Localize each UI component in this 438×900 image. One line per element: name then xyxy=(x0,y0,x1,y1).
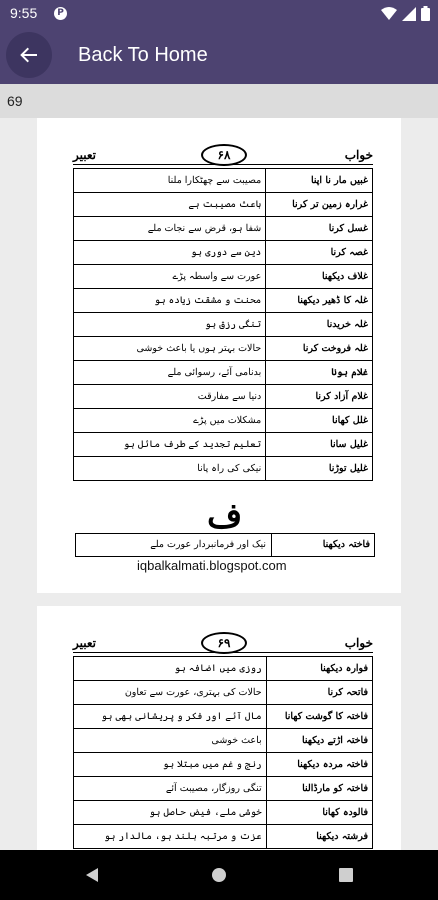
nav-home-button[interactable] xyxy=(209,865,229,885)
dream-word: فاختہ مردہ دیکھنا xyxy=(266,753,372,777)
table-row xyxy=(74,361,373,385)
clock: 9:55 xyxy=(10,5,38,21)
dream-word: فاختہ دیکھنا xyxy=(322,539,370,550)
dream-meaning: تنگی رزق ہو xyxy=(74,313,266,337)
system-nav-bar xyxy=(0,850,438,900)
table-row xyxy=(74,409,373,433)
dream-word: غلاف دیکھنا xyxy=(266,265,373,289)
table-row xyxy=(74,777,373,801)
table-row xyxy=(74,313,373,337)
table-row xyxy=(74,169,373,193)
nav-back-button[interactable] xyxy=(82,865,102,885)
dream-word: غبیں مار نا اپنا xyxy=(266,169,373,193)
app-bar xyxy=(0,28,438,84)
dream-meaning: نیک اور فرمانبردار عورت ملے xyxy=(150,539,266,550)
table-row xyxy=(74,433,373,457)
dream-word: فاختہ کا گوشت کھانا xyxy=(266,705,372,729)
back-button[interactable] xyxy=(6,32,52,78)
dream-meaning: عزت و مرتبہ بلند ہو، مالدار ہو xyxy=(74,825,267,849)
dream-table xyxy=(73,656,373,849)
triangle-back-icon xyxy=(85,867,99,883)
page-indicator-bar xyxy=(0,84,438,119)
dream-meaning: عورت سے واسطہ پڑے xyxy=(74,265,266,289)
table-row xyxy=(74,681,373,705)
dream-word: فالودہ کھانا xyxy=(266,801,372,825)
header-tabeer: تعبیر xyxy=(73,148,96,162)
wifi-icon xyxy=(381,7,397,21)
dream-meaning: باعث خوشی xyxy=(74,729,267,753)
table-row xyxy=(74,217,373,241)
dream-word: غلام ہونا xyxy=(266,361,373,385)
page-number: 69 xyxy=(7,93,23,109)
table-row xyxy=(74,801,373,825)
table-row xyxy=(74,825,373,849)
table-row xyxy=(74,729,373,753)
dream-word: فرشتہ دیکھنا xyxy=(266,825,372,849)
dream-word: غلہ کا ڈھیر دیکھنا xyxy=(266,289,373,313)
page-number-oval: ۶۹ xyxy=(201,632,247,654)
dream-meaning: بدنامی آئے، رسوائی ملے xyxy=(74,361,266,385)
battery-icon xyxy=(421,6,430,21)
dream-table xyxy=(73,168,373,481)
dream-meaning: خوشی ملے، فیض حاصل ہو xyxy=(74,801,267,825)
dream-meaning: مصیبت سے چھٹکارا ملنا xyxy=(74,169,266,193)
dream-meaning: دنیا سے مفارقت xyxy=(74,385,266,409)
status-bar xyxy=(0,0,438,28)
dream-word: غلہ فروخت کرنا xyxy=(266,337,373,361)
dream-word: فاتحہ کرنا xyxy=(266,681,372,705)
circle-home-icon xyxy=(211,867,227,883)
table-row xyxy=(74,385,373,409)
table-row xyxy=(74,289,373,313)
dream-meaning: مال آئے اور فکر و پریشانی بھی ہو xyxy=(74,705,267,729)
dream-word: غلیل توڑنا xyxy=(266,457,373,481)
dream-meaning: نیکی کی راہ پانا xyxy=(74,457,266,481)
dream-word: غرارہ زمین تر کرنا xyxy=(266,193,373,217)
header-rule xyxy=(73,652,373,653)
cell-divider xyxy=(271,534,272,556)
dream-meaning: مشکلات میں پڑے xyxy=(74,409,266,433)
dream-word: فاختہ کو مارڈالنا xyxy=(266,777,372,801)
dream-meaning: محنت و مشقت زیادہ ہو xyxy=(74,289,266,313)
dream-meaning: شفا ہو، قرض سے نجات ملے xyxy=(74,217,266,241)
table-row xyxy=(74,753,373,777)
page-number-oval: ۶۸ xyxy=(201,144,247,166)
nav-recents-button[interactable] xyxy=(336,865,356,885)
header-khwab: خواب xyxy=(344,636,373,650)
header-khwab: خواب xyxy=(344,148,373,162)
cell-signal-icon xyxy=(402,7,416,21)
page-title: Back To Home xyxy=(78,44,208,66)
dream-word: غلل کھانا xyxy=(266,409,373,433)
dream-word: غسل کرنا xyxy=(266,217,373,241)
dream-word: فاختہ اڑتے دیکھنا xyxy=(266,729,372,753)
arrow-back-icon xyxy=(19,45,39,65)
header-tabeer: تعبیر xyxy=(73,636,96,650)
dream-word: غصہ کرنا xyxy=(266,241,373,265)
table-row xyxy=(74,337,373,361)
dream-word: غلیل سانا xyxy=(266,433,373,457)
dream-word: فوارہ دیکھنا xyxy=(266,657,372,681)
table-row xyxy=(74,705,373,729)
notification-p-icon: P xyxy=(54,7,67,20)
dream-meaning: حالات بہتر ہوں یا باعث خوشی xyxy=(74,337,266,361)
dream-meaning: باعث مصیبت ہے xyxy=(74,193,266,217)
pdf-page xyxy=(37,118,401,593)
dream-meaning: روزی میں اضافہ ہو xyxy=(74,657,267,681)
watermark-url: iqbalkalmati.blogspot.com xyxy=(137,558,287,573)
dream-meaning: تنگی روزگار، مصیبت آئے xyxy=(74,777,267,801)
status-icons xyxy=(381,6,430,21)
dream-meaning: دین سے دوری ہو xyxy=(74,241,266,265)
table-row xyxy=(74,657,373,681)
table-row xyxy=(75,533,375,557)
pdf-viewer[interactable] xyxy=(0,118,438,850)
dream-meaning: حالات کی بہتری، عورت سے تعاون xyxy=(74,681,267,705)
table-row xyxy=(74,457,373,481)
table-row xyxy=(74,241,373,265)
dream-meaning: رنج و غم میں مبتلا ہو xyxy=(74,753,267,777)
header-rule xyxy=(73,164,373,165)
dream-word: غلام آزاد کرنا xyxy=(266,385,373,409)
pdf-page xyxy=(37,606,401,850)
table-row xyxy=(74,265,373,289)
section-letter: ف xyxy=(207,496,243,536)
table-row xyxy=(74,193,373,217)
square-recents-icon xyxy=(339,868,353,882)
dream-word: غلہ خریدنا xyxy=(266,313,373,337)
dream-meaning: تعلیم تجدید کے طرف مائل ہو xyxy=(74,433,266,457)
